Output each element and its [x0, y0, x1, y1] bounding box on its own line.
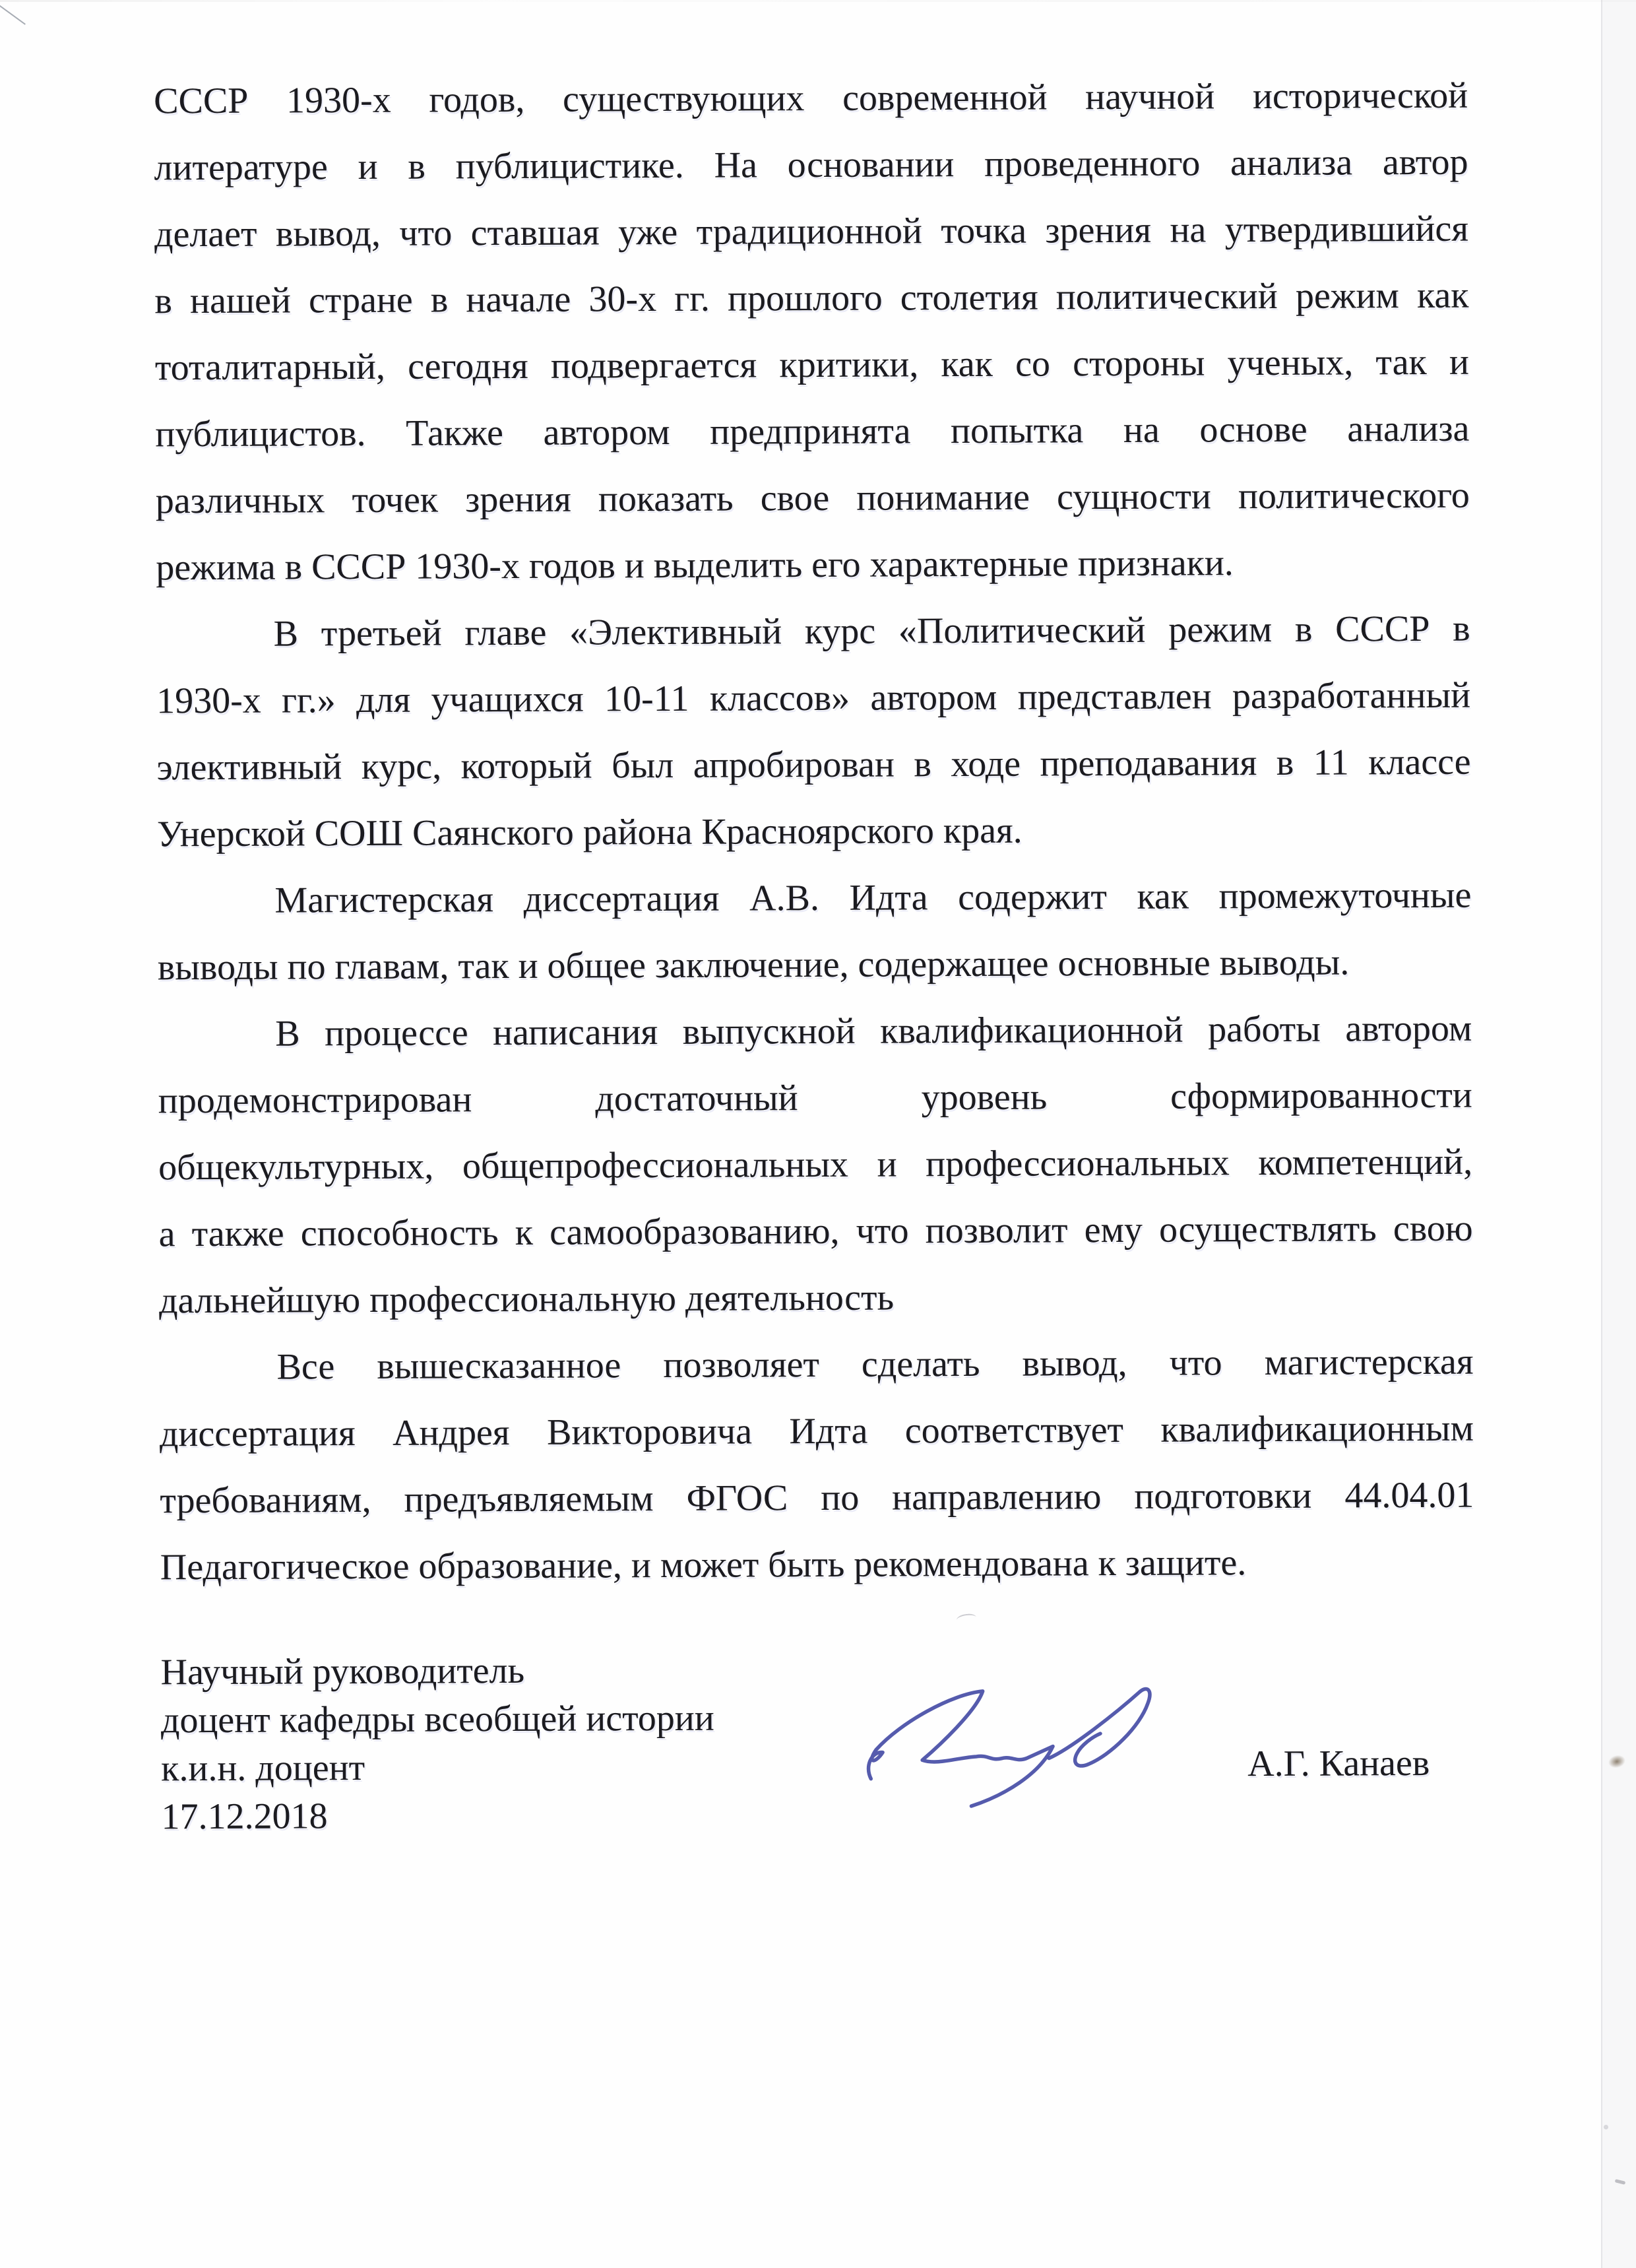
- scan-speck-icon: [1604, 2125, 1608, 2129]
- text-line: а также способность к самообразованию, что позволит ему осуществлять свою: [158, 1208, 1473, 1255]
- text-line: Педагогическое образование, и может быть рекомендована к защите.: [160, 1542, 1247, 1588]
- text-line: делает вывод, что ставшая уже традиционной точка зрения на утвердившийся: [154, 208, 1469, 255]
- text-line: режима в СССР 1930-х годов и выделить его характерные признаки.: [156, 542, 1234, 589]
- scan-top-edge-shade: [0, 0, 1636, 2]
- text-line: различных точек зрения показать свое понимание сущности политического: [155, 474, 1470, 522]
- signature-role-line-3: к.и.н. доцент: [161, 1747, 365, 1790]
- text-line: дальнейшую профессиональную деятельность: [158, 1277, 895, 1322]
- text-line: Унерской СОШ Саянского района Красноярского края.: [156, 810, 1022, 855]
- text-line: В процессе написания выпускной квалификационной работы автором: [275, 1008, 1472, 1054]
- text-line: продемонстрирован достаточный уровень сформированности: [158, 1074, 1472, 1122]
- text-line: литературе и в публицистике. На основании проведенного анализа автор: [154, 141, 1468, 189]
- text-line: в нашей стране в начале 30-х гг. прошлого столетия политический режим как: [154, 275, 1469, 322]
- text-line: выводы по главам, так и общее заключение, содержащее основные выводы.: [157, 942, 1350, 988]
- text-line: требованиям, предъявляемым ФГОС по направлению подготовки 44.04.01: [160, 1474, 1474, 1522]
- signer-name: А.Г. Канаев: [1247, 1742, 1430, 1785]
- signature-role-line-1: Научный руководитель: [160, 1650, 525, 1693]
- handwritten-signature: [859, 1673, 1158, 1828]
- text-line: общекультурных, общепрофессиональных и профессиональных компетенций,: [158, 1141, 1473, 1188]
- text-line: Все вышесказанное позволяет сделать вывод, что магистерская: [276, 1341, 1474, 1388]
- text-line: тоталитарный, сегодня подвергается критики, как со стороны ученых, так и: [154, 341, 1470, 389]
- signature-date: 17.12.2018: [161, 1796, 328, 1838]
- signature-block: [160, 1646, 714, 1842]
- text-line: 1930-х гг.» для учащихся 10-11 классов» автором представлен разработанный: [156, 674, 1471, 722]
- signature-stroke-main: [868, 1691, 1053, 1806]
- text-line: В третьей главе «Элективный курс «Политический режим в СССР в: [273, 608, 1470, 655]
- signature-role-line-2: доцент кафедры всеобщей истории: [160, 1697, 714, 1741]
- text-line: СССР 1930-х годов, существующих современной научной исторической: [154, 75, 1468, 122]
- text-line: публицистов. Также автором предпринята попытка на основе анализа: [155, 408, 1470, 455]
- text-line: Магистерская диссертация А.В. Идта содержит как промежуточные: [274, 874, 1472, 921]
- scan-right-edge-line: [1601, 0, 1602, 2268]
- text-line: диссертация Андрея Викторовича Идта соответствует квалификационным: [159, 1408, 1474, 1455]
- text-line: элективный курс, который был апробирован в ходе преподавания в 11 классе: [156, 741, 1471, 789]
- scan-right-edge-band: [1602, 0, 1636, 2268]
- signature-stroke-flourish: [1049, 1689, 1150, 1766]
